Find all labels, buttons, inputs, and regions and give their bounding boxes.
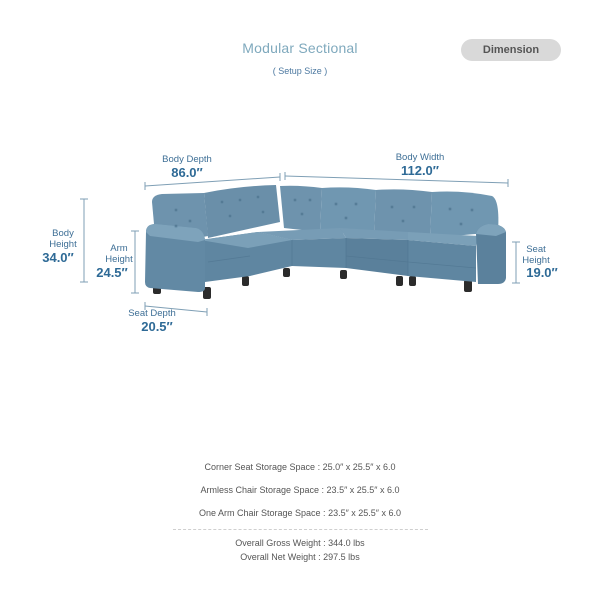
body-width-value: 112.0″ [400,163,440,178]
body-width-label: Body Width [395,152,445,163]
seat-depth-value: 20.5″ [141,319,173,334]
page-subtitle: ( Setup Size ) [272,66,328,76]
storage-specs [0,460,600,564]
seat-height-label: Seat Height [522,244,550,266]
arm-height-label: Arm Height [105,243,133,265]
body-depth-value: 86.0″ [171,165,203,180]
seat-depth-label: Seat Depth [128,308,176,319]
sofa-body [145,185,506,299]
net-weight-spec: Overall Net Weight : 297.5 lbs [240,552,360,562]
seat-height-value: 19.0″ [526,265,558,280]
body-height-value: 34.0″ [42,250,74,265]
body-height-label: Body Height [49,228,77,250]
dimension-button[interactable]: Dimension [461,39,561,61]
corner-seat-spec: Corner Seat Storage Space : 25.0″ x 25.5″ x 6.0 [204,462,396,472]
gross-weight-spec: Overall Gross Weight : 344.0 lbs [235,538,365,548]
one-arm-chair-spec: One Arm Chair Storage Space : 23.5″ x 25.5″ x 6.0 [199,508,401,518]
divider [173,529,428,530]
arm-height-value: 24.5″ [96,265,128,280]
body-depth-label: Body Depth [162,154,212,165]
armless-chair-spec: Armless Chair Storage Space : 23.5″ x 25.5″ x 6.0 [200,485,400,495]
page-title: Modular Sectional [242,40,358,56]
